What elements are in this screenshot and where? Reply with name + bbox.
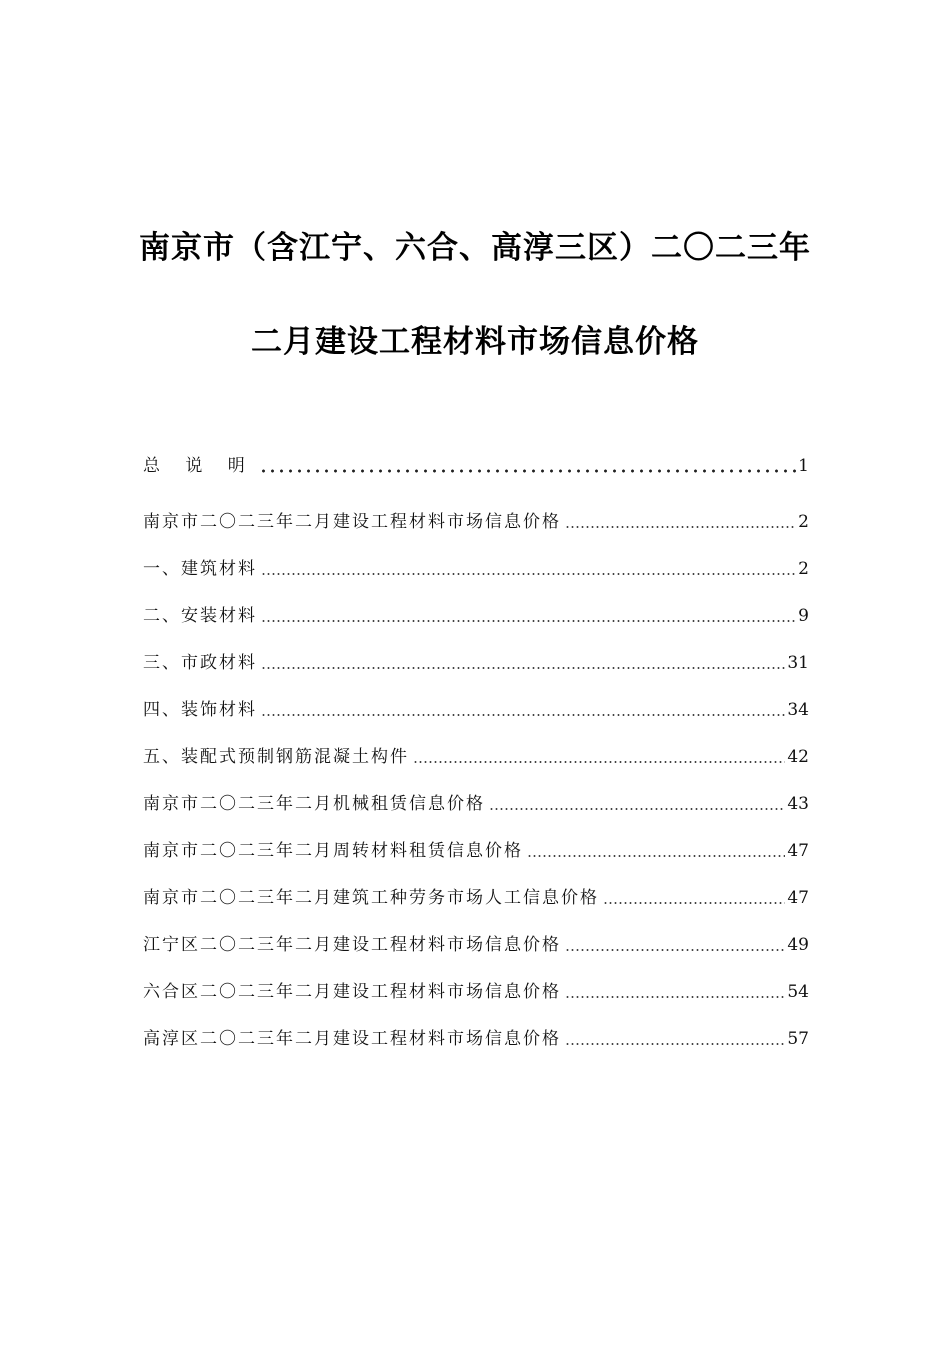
toc-entry-page: 31 bbox=[787, 653, 809, 673]
toc-entry-page: 49 bbox=[787, 935, 809, 955]
toc-entry-label: 四、装饰材料 bbox=[143, 700, 257, 720]
toc-leader-dots bbox=[565, 1042, 785, 1046]
toc-entry-precast-components[interactable] bbox=[143, 721, 809, 768]
toc-entry-nanjing-materials[interactable] bbox=[143, 486, 809, 533]
toc-entry-machinery-rental[interactable] bbox=[143, 768, 809, 815]
document-title-line-2: 二月建设工程材料市场信息价格 bbox=[251, 324, 699, 360]
toc-entry-label: 南京市二〇二三年二月机械租赁信息价格 bbox=[143, 794, 485, 814]
toc-entry-label: 六合区二〇二三年二月建设工程材料市场信息价格 bbox=[143, 982, 561, 1002]
toc-leader-dots bbox=[259, 469, 796, 473]
toc-leader-dots bbox=[603, 901, 785, 905]
toc-entry-label: 南京市二〇二三年二月建筑工种劳务市场人工信息价格 bbox=[143, 888, 599, 908]
toc-entry-installation-materials[interactable] bbox=[143, 580, 809, 627]
toc-leader-dots bbox=[261, 572, 796, 576]
toc-entry-label: 总 说 明 bbox=[143, 456, 255, 476]
toc-entry-turnover-materials-rental[interactable] bbox=[143, 815, 809, 862]
toc-entry-label: 一、建筑材料 bbox=[143, 559, 257, 579]
toc-leader-dots bbox=[261, 666, 785, 670]
toc-leader-dots bbox=[565, 948, 785, 952]
toc-entry-jiangning-materials[interactable] bbox=[143, 909, 809, 956]
toc-entry-building-materials[interactable] bbox=[143, 533, 809, 580]
toc-entry-page: 54 bbox=[787, 982, 809, 1002]
toc-entry-page: 47 bbox=[787, 841, 809, 861]
toc-entry-gaochun-materials[interactable] bbox=[143, 1003, 809, 1050]
toc-leader-dots bbox=[261, 713, 785, 717]
toc-entry-page: 2 bbox=[798, 559, 809, 579]
toc-leader-dots bbox=[489, 807, 785, 811]
toc-entry-label: 五、装配式预制钢筋混凝土构件 bbox=[143, 747, 409, 767]
toc-entry-luhe-materials[interactable] bbox=[143, 956, 809, 1003]
toc-entry-municipal-materials[interactable] bbox=[143, 627, 809, 674]
toc-entry-page: 9 bbox=[798, 606, 809, 626]
toc-leader-dots bbox=[413, 760, 785, 764]
toc-entry-page: 42 bbox=[787, 747, 809, 767]
toc-entry-page: 34 bbox=[787, 700, 809, 720]
toc-entry-page: 47 bbox=[787, 888, 809, 908]
toc-entry-label: 南京市二〇二三年二月周转材料租赁信息价格 bbox=[143, 841, 523, 861]
toc-entry-label: 高淳区二〇二三年二月建设工程材料市场信息价格 bbox=[143, 1029, 561, 1049]
toc-entry-general-notes[interactable] bbox=[143, 430, 809, 477]
document-title-line-1: 南京市（含江宁、六合、高淳三区）二〇二三年 bbox=[139, 230, 811, 266]
toc-entry-page: 57 bbox=[787, 1029, 809, 1049]
toc-leader-dots bbox=[261, 619, 796, 623]
toc-leader-dots bbox=[565, 995, 785, 999]
toc-entry-decoration-materials[interactable] bbox=[143, 674, 809, 721]
toc-entry-page: 1 bbox=[798, 456, 809, 476]
toc-entry-page: 2 bbox=[798, 512, 809, 532]
toc-entry-label: 三、市政材料 bbox=[143, 653, 257, 673]
toc-leader-dots bbox=[527, 854, 785, 858]
toc-entry-page: 43 bbox=[787, 794, 809, 814]
toc-entry-label: 二、安装材料 bbox=[143, 606, 257, 626]
toc-entry-label: 南京市二〇二三年二月建设工程材料市场信息价格 bbox=[143, 512, 561, 532]
toc-entry-label: 江宁区二〇二三年二月建设工程材料市场信息价格 bbox=[143, 935, 561, 955]
table-of-contents bbox=[143, 430, 809, 1050]
toc-entry-labor-prices[interactable] bbox=[143, 862, 809, 909]
toc-leader-dots bbox=[565, 525, 796, 529]
